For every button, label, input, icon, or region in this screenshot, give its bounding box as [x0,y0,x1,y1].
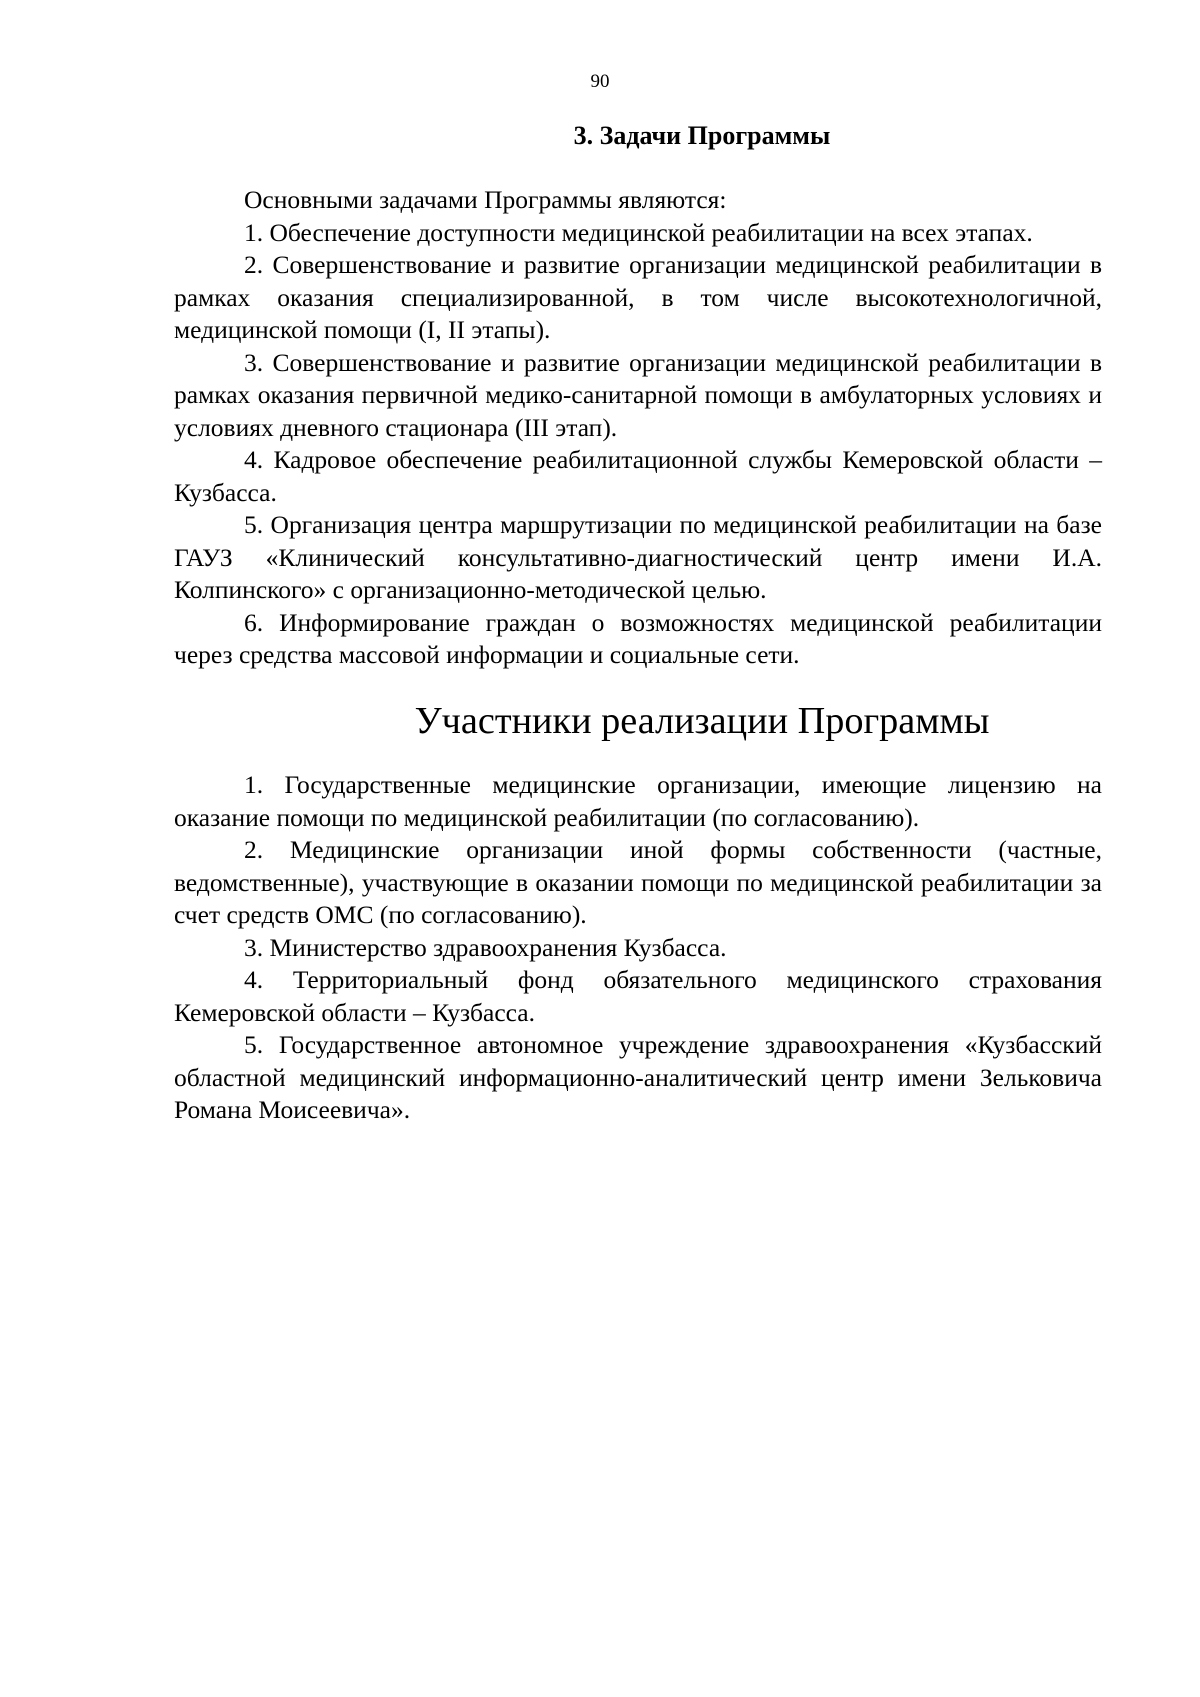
participant-item: 2. Медицинские организации иной формы собственности (частные, ведомственные), участвующие в оказании помощи по медицинской реабилитации за счет средств ОМС (по согласованию). [174,835,1102,929]
intro-paragraph: Основными задачами Программы являются: [244,185,727,214]
participants-list [174,769,1102,1127]
page-number: 90 [590,71,610,92]
task-item: 5. Организация центра маршрутизации по медицинской реабилитации на базе ГАУЗ «Клинический консультативно-диагностический центр имени И.А. Колпинского» с организационно-методической целью. [174,510,1102,604]
participant-item: 1. Государственные медицинские организации, имеющие лицензию на оказание помощи по медицинской реабилитации (по согласованию). [174,770,1102,832]
participant-item: 5. Государственное автономное учреждение здравоохранения «Кузбасский областной медицинский информационно-аналитический центр имени Зельковича Романа Моисеевича». [174,1030,1102,1124]
page-content [174,118,1102,1127]
tasks-list [174,217,1102,672]
task-item: 4. Кадровое обеспечение реабилитационной службы Кемеровской области – Кузбасса. [174,445,1102,507]
task-item: 6. Информирование граждан о возможностях медицинской реабилитации через средства массовой информации и социальные сети. [174,607,1102,669]
participant-item: 4. Территориальный фонд обязательного медицинского страхования Кемеровской области – Кузбасса. [174,965,1102,1027]
participant-item: 3. Министерство здравоохранения Кузбасса. [244,932,727,962]
task-item: 2. Совершенствование и развитие организации медицинской реабилитации в рамках оказания специализированной, в том числе высокотехнологичной, медицинской помощи (I, II этапы). [174,250,1102,344]
task-item: 3. Совершенствование и развитие организации медицинской реабилитации в рамках оказания первичной медико-санитарной помощи в амбулаторных условиях и условиях дневного стационара (III этап). [174,347,1102,442]
participants-heading: Участники реализации Программы [414,699,990,742]
section-title: 3. Задачи Программы [573,121,831,150]
task-item: 1. Обеспечение доступности медицинской реабилитации на всех этапах. [244,217,1033,247]
